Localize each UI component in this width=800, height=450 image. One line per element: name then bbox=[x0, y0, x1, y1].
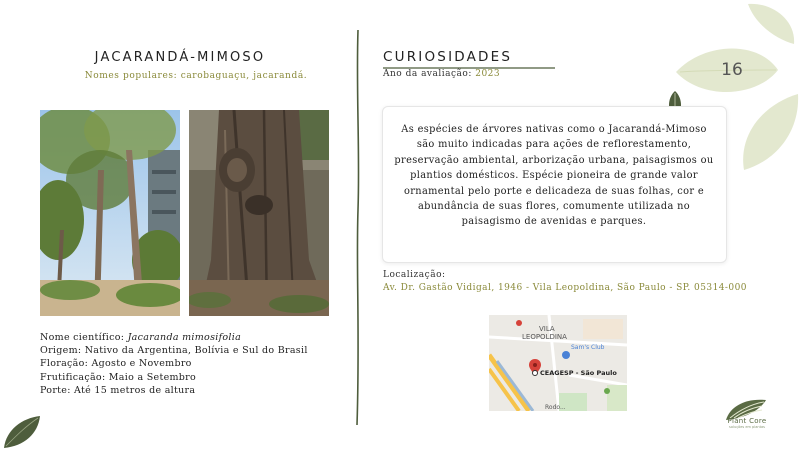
fruiting: Frutificação: Maio a Setembro bbox=[40, 371, 197, 383]
map-district-label: LEOPOLDINA bbox=[522, 333, 567, 341]
map-road-label: Rodo... bbox=[545, 404, 566, 411]
species-facts bbox=[40, 331, 310, 397]
location-map[interactable] bbox=[489, 315, 627, 411]
evaluation-year: Ano da avaliação: 2023 bbox=[383, 69, 501, 79]
brand-name: Plant Core bbox=[727, 417, 767, 425]
vertical-divider bbox=[350, 30, 366, 425]
map-district-label: VILA bbox=[539, 325, 555, 333]
leaf-icon bbox=[748, 4, 794, 44]
leaf-icon bbox=[2, 414, 42, 450]
popular-names: Nomes populares: carobaguaçu, jacarandá. bbox=[84, 71, 308, 81]
section-title: CURIOSIDADES bbox=[383, 49, 513, 65]
location-label: Localização: bbox=[383, 270, 446, 280]
flowering: Floração: Agosto e Novembro bbox=[40, 358, 192, 370]
location-address: Av. Dr. Gastão Vidigal, 1946 - Vila Leopoldina, São Paulo - SP. 05314-000 bbox=[383, 283, 747, 293]
species-title: JACARANDÁ-MIMOSO bbox=[94, 50, 266, 65]
origin: Origem: Nativo da Argentina, Bolívia e Sul do Brasil bbox=[40, 345, 308, 357]
tree-photo-trunk bbox=[189, 110, 329, 316]
map-place-label: CEAGESP - São Paulo bbox=[540, 369, 617, 377]
leaf-icon bbox=[743, 94, 798, 170]
scientific-name: Nome científico: Jacaranda mimosifolia bbox=[40, 332, 242, 343]
tree-photo-canopy bbox=[40, 110, 180, 316]
description-text: As espécies de árvores nativas como o Jacarandá-Mimoso são muito indicadas para ações de reflorestamento, preservação ambiental, arborização urbana, paisagismos ou plantios domésticos. Espécie pioneira de grande valor ornamental pelo porte e delicadeza de suas folhas, cor e abundância de suas flores, comumente utilizada no paisagismo de avenidas e parques. bbox=[394, 124, 714, 228]
brand-tagline: soluções em plantas bbox=[729, 425, 765, 429]
page-number: 16 bbox=[721, 60, 743, 80]
scientific-name-value: Jacaranda mimosifolia bbox=[127, 332, 242, 343]
size: Porte: Até 15 metros de altura bbox=[40, 384, 196, 396]
map-store-label: Sam's Club bbox=[571, 344, 605, 351]
evaluation-year-value: 2023 bbox=[475, 69, 501, 79]
